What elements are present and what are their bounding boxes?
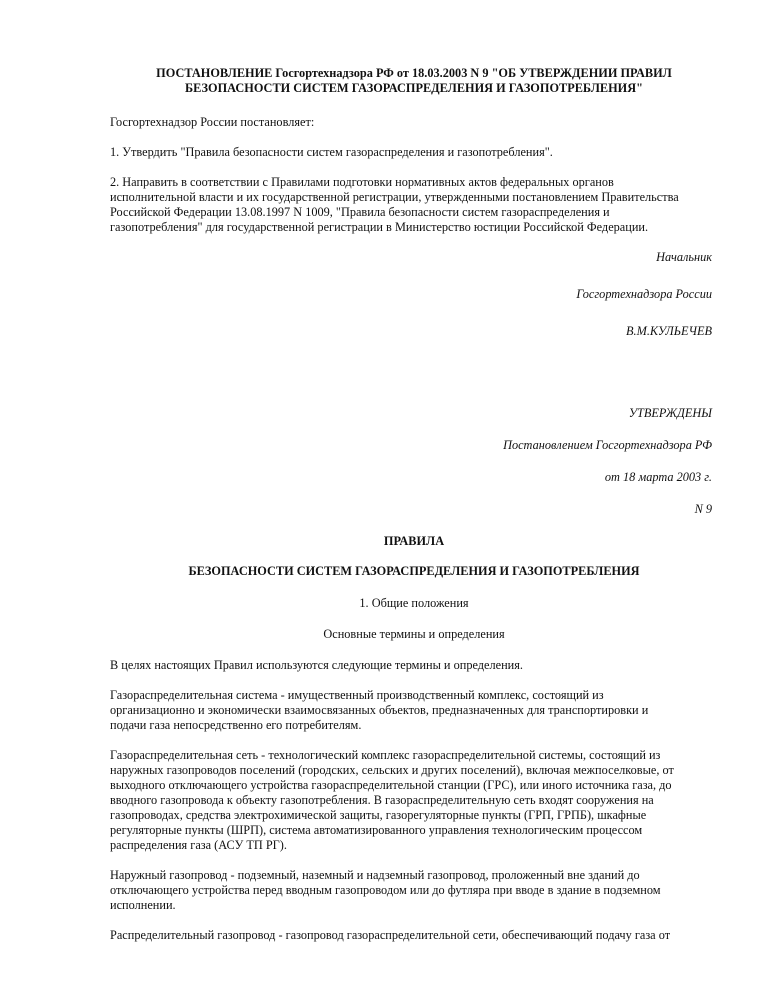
definition-outdoor-pipeline: [110, 868, 718, 913]
clause-2-line: Российской Федерации 13.08.1997 N 1009, "Правила безопасности систем газораспределения и: [110, 205, 610, 219]
definitions-intro: В целях настоящих Правил используются следующие термины и определения.: [110, 658, 523, 672]
definition-line: Газораспределительная система - имущественный производственный комплекс, состоящий из: [110, 688, 604, 702]
section-title: 1. Общие положения: [359, 596, 469, 610]
definition-gas-distribution-network: [110, 748, 718, 853]
definition-gas-distribution-system: [110, 688, 718, 733]
definition-line: отключающего устройства перед вводным газопроводом или до футляра при вводе в здание в подземном: [110, 883, 661, 897]
approval-number: N 9: [694, 502, 712, 516]
definition-line: регуляторные пункты (ШРП), система автоматизированного управления технологическим процессом: [110, 823, 643, 837]
definition-line: исполнении.: [110, 898, 176, 912]
definition-line: наружных газопроводов поселений (городских, сельских и других поселений), включая межпоселковые, от: [110, 763, 674, 777]
definition-line: Газораспределительная сеть - технологический комплекс газораспределительной системы, состоящий из: [110, 748, 661, 762]
definition-line: вводного газопровода к объекту газопотребления. В газораспределительную сеть входят сооружения на: [110, 793, 654, 807]
preamble: Госгортехнадзор России постановляет:: [110, 115, 315, 129]
definition-line: Наружный газопровод - подземный, наземный и надземный газопровод, проложенный вне зданий до: [110, 868, 640, 882]
clause-2-line: газопотребления" для государственной регистрации в Министерство юстиции Российской Федерации.: [110, 220, 649, 234]
subsection-title: Основные термины и определения: [323, 627, 505, 641]
rules-heading: ПРАВИЛА: [383, 534, 445, 548]
definition-line: Распределительный газопровод - газопровод газораспределительной сети, обеспечивающий подачу газа от: [110, 928, 671, 942]
title-line: ПОСТАНОВЛЕНИЕ Госгортехнадзора РФ от 18.03.2003 N 9 "ОБ УТВЕРЖДЕНИИ ПРАВИЛ: [156, 66, 672, 80]
clause-2-line: исполнительной власти и их государственной регистрации, утвержденными постановлением Правительства: [110, 190, 679, 204]
approval-date: от 18 марта 2003 г.: [604, 470, 712, 484]
definition-line: газопроводах, средства электрохимической защиты, газорегуляторные пункты (ГРП, ГРПБ), шкафные: [110, 808, 647, 822]
definition-line: организационно и экономически взаимосвязанных объектов, предназначенных для транспортировки и: [110, 703, 649, 717]
clause-2: [110, 175, 718, 235]
signature-organization: Госгортехнадзора России: [576, 287, 712, 301]
approval-approved: УТВЕРЖДЕНЫ: [628, 406, 712, 420]
signature-position: Начальник: [656, 250, 712, 264]
definition-distribution-pipeline: [110, 928, 718, 943]
signature-name: В.М.КУЛЬЕЧЕВ: [626, 324, 712, 338]
definition-line: распределения газа (АСУ ТП РГ).: [110, 838, 287, 852]
clause-1: 1. Утвердить "Правила безопасности систем газораспределения и газопотребления".: [110, 145, 553, 159]
rules-subheading: БЕЗОПАСНОСТИ СИСТЕМ ГАЗОРАСПРЕДЕЛЕНИЯ И ГАЗОПОТРЕБЛЕНИЯ: [188, 564, 640, 578]
definition-line: выходного отключающего устройства газораспределительной станции (ГРС), или иного источника газа, до: [110, 778, 672, 792]
approval-by: Постановлением Госгортехнадзора РФ: [503, 438, 712, 452]
title-line: БЕЗОПАСНОСТИ СИСТЕМ ГАЗОРАСПРЕДЕЛЕНИЯ И ГАЗОПОТРЕБЛЕНИЯ": [185, 81, 643, 95]
document-page: [110, 66, 718, 958]
document-title: [110, 66, 718, 96]
clause-2-line: 2. Направить в соответствии с Правилами подготовки нормативных актов федеральных органов: [110, 175, 614, 189]
definition-line: подачи газа непосредственно его потребителям.: [110, 718, 362, 732]
